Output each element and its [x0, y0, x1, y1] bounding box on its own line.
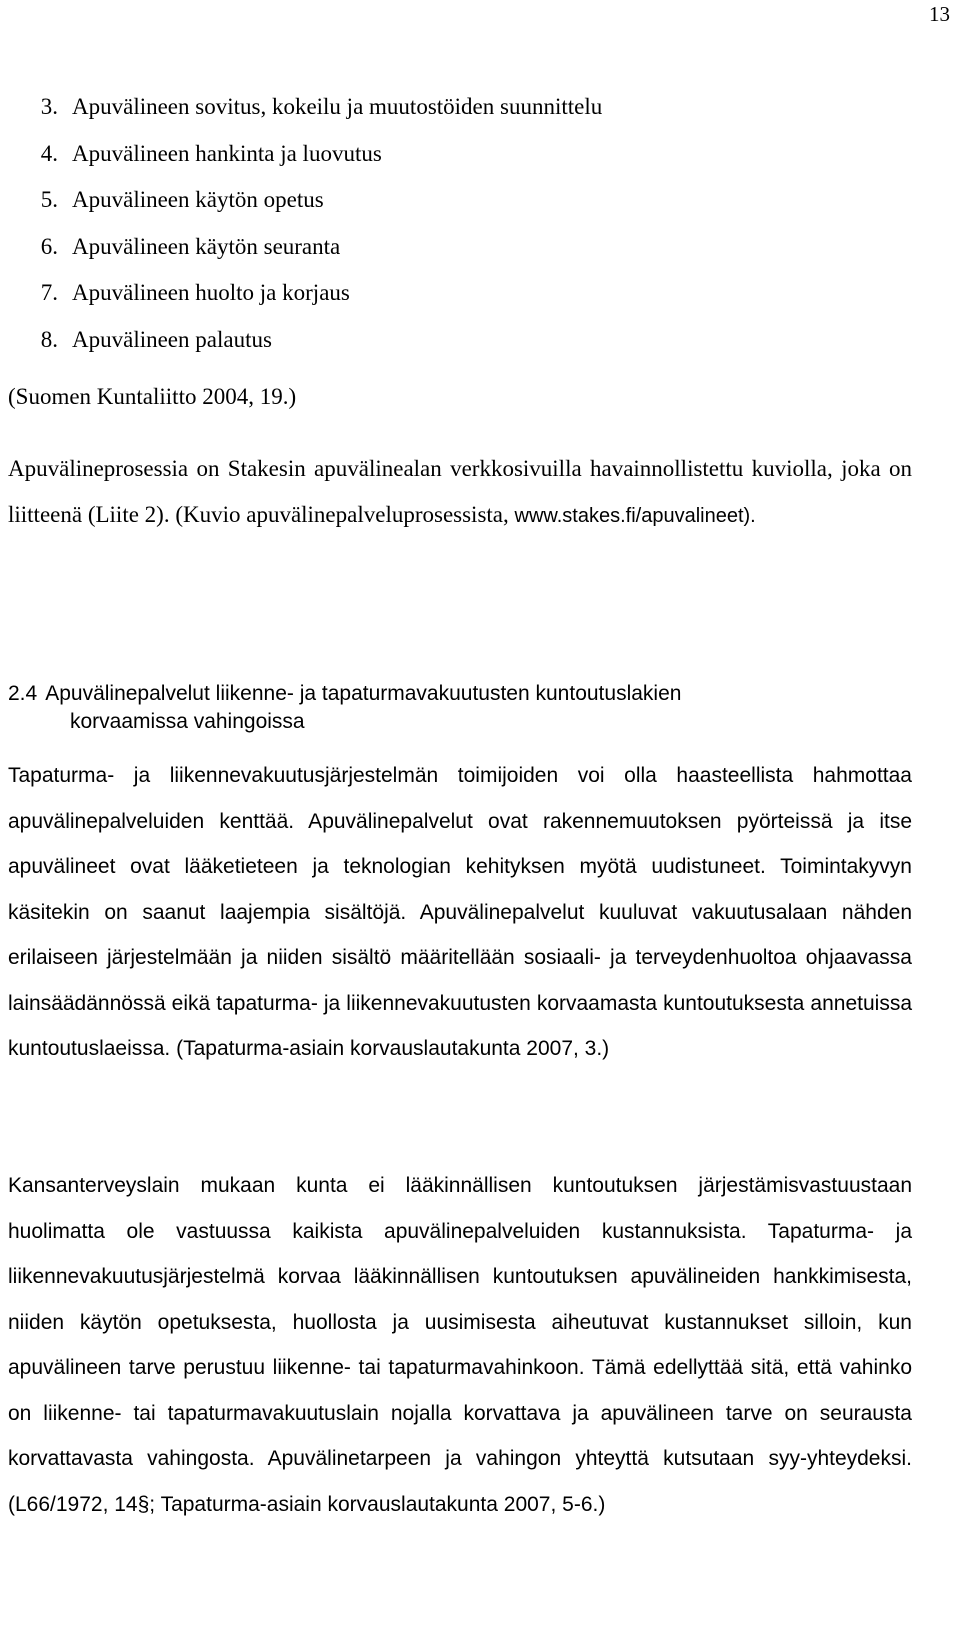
- source-citation: (Suomen Kuntaliitto 2004, 19.): [8, 384, 297, 409]
- process-steps-list: [0, 84, 602, 363]
- list-item: [0, 317, 602, 364]
- paragraph-insurance: Tapaturma- ja liikennevakuutusjärjestelmän toimijoiden voi olla haasteellista hahmottaa apuvälinepalveluiden kenttää. Apuvälinepalvelut ovat rakennemuutoksen pyörteissä ja itse apuvälineet ovat lääketieteen ja teknologian kehityksen myötä uudistuneet. Toimintakyvyn käsitekin on saanut laajempia sisältöjä. Apuvälinepalvelut kuuluvat vakuutusalaan nähden erilaiseen järjestelmään ja niiden sisältö määritellään sosiaali- ja terveydenhuoltoa ohjaavassa lainsäädännössä eikä tapaturma- ja liikennevakuutusten korvaamasta kuntoutuksesta annetuissa kuntoutuslaeissa. (Tapaturma-asiain korvauslautakunta 2007, 3.): [8, 764, 912, 1060]
- list-item-text: Apuvälineen käytön seuranta: [72, 233, 341, 259]
- section-number: 2.4: [8, 682, 38, 705]
- list-item: [0, 224, 602, 271]
- paragraph-public-health: Kansanterveyslain mukaan kunta ei lääkinnällisen kuntoutuksen järjestämisvastuustaan huolimatta ole vastuussa kaikista apuvälinepalveluiden kustannuksista. Tapaturma- ja liikennevakuutusjärjestelmä korvaa lääkinnällisen kuntoutuksen apuvälineiden hankkimisesta, niiden käytön opetuksesta, huollosta ja uusimisesta aiheutuvat kustannukset silloin, kun apuvälineen tarve perustuu liikenne- tai tapaturmavahinkoon. Tämä edellyttää sitä, että vahinko on liikenne- tai tapaturmavakuutuslain nojalla korvattava ja apuvälineen tarve on seurausta korvattavasta vahingosta. Apuvälinetarpeen ja vahingon yhteyttä kutsutaan syy-yhteydeksi. (L66/1972, 14§; Tapaturma-asiain korvauslautakunta 2007, 5-6.): [8, 1174, 912, 1516]
- list-item-text: Apuvälineen huolto ja korjaus: [72, 280, 350, 305]
- page-number: 13: [929, 2, 950, 26]
- stakes-url: www.stakes.fi/apuvalineet).: [514, 504, 756, 527]
- paragraph-process-text: Apuvälineprosessia on Stakesin apuvälinealan verkkosivuilla havainnollistettu kuviolla, joka on liitteenä (Liite 2). (Kuvio apuvälinepalveluprosessista,: [8, 456, 912, 527]
- list-item-number: 4.: [40, 140, 58, 166]
- paragraph-process: [8, 446, 912, 539]
- section-title-line1: Apuvälinepalvelut liikenne- ja tapaturmavakuutusten kuntoutuslakien: [45, 682, 682, 705]
- list-item-text: Apuvälineen käytön opetus: [72, 187, 324, 212]
- list-item-text: Apuvälineen sovitus, kokeilu ja muutostöiden suunnittelu: [72, 94, 603, 119]
- list-item: [0, 131, 602, 178]
- list-item-number: 7.: [40, 280, 58, 305]
- list-item-text: Apuvälineen hankinta ja luovutus: [72, 140, 382, 166]
- list-item: [0, 270, 602, 317]
- list-item: [0, 177, 602, 224]
- list-item-number: 5.: [40, 187, 58, 212]
- list-item-text: Apuvälineen palautus: [72, 326, 272, 352]
- list-item: [0, 84, 602, 131]
- section-title-line2: korvaamissa vahingoissa: [70, 710, 305, 733]
- list-item-number: 8.: [40, 326, 58, 352]
- list-item-number: 3.: [40, 94, 58, 119]
- section-heading: [8, 680, 681, 736]
- list-item-number: 6.: [40, 233, 58, 259]
